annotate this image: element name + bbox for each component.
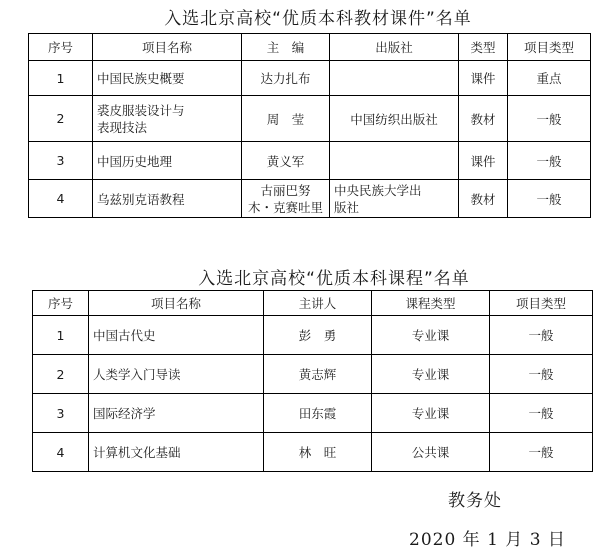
cell-project-type: 一般 bbox=[490, 316, 593, 355]
cell-publisher-line: 版社 bbox=[334, 199, 360, 215]
cell-project-name bbox=[93, 96, 242, 142]
textbook-courseware-table bbox=[28, 33, 591, 218]
table-row bbox=[29, 61, 591, 96]
cell-project-name-line: 表现技法 bbox=[97, 119, 148, 135]
header-course-type: 课程类型 bbox=[372, 291, 490, 316]
header-no: 序号 bbox=[33, 291, 89, 316]
cell-publisher-line: 中央民族大学出 bbox=[334, 182, 422, 198]
table-row bbox=[29, 96, 591, 142]
table-row bbox=[33, 433, 593, 472]
cell-publisher bbox=[330, 142, 459, 180]
header-project-type: 项目类型 bbox=[490, 291, 593, 316]
cell-project-type: 一般 bbox=[490, 394, 593, 433]
cell-project-type: 重点 bbox=[508, 61, 591, 96]
header-project-type: 项目类型 bbox=[508, 34, 591, 61]
cell-editor-line: 古丽巴努 bbox=[260, 182, 311, 198]
cell-project-type: 一般 bbox=[508, 96, 591, 142]
cell-type: 教材 bbox=[459, 180, 508, 218]
cell-no: 1 bbox=[29, 61, 93, 96]
cell-lecturer: 田东霞 bbox=[264, 394, 372, 433]
cell-editor: 达力扎布 bbox=[242, 61, 330, 96]
cell-project-type: 一般 bbox=[508, 142, 591, 180]
cell-project-name: 中国古代史 bbox=[89, 316, 264, 355]
header-type: 类型 bbox=[459, 34, 508, 61]
cell-publisher bbox=[330, 180, 459, 218]
table-row bbox=[33, 355, 593, 394]
table-row bbox=[33, 316, 593, 355]
cell-project-type: 一般 bbox=[490, 355, 593, 394]
cell-project-name: 乌兹别克语教程 bbox=[93, 180, 242, 218]
cell-type: 课件 bbox=[459, 61, 508, 96]
cell-project-name-line: 裘皮服装设计与 bbox=[97, 102, 185, 118]
cell-editor-line: 木・克赛吐里 bbox=[247, 199, 323, 215]
cell-no: 1 bbox=[33, 316, 89, 355]
cell-lecturer: 林 旺 bbox=[264, 433, 372, 472]
cell-editor: 周 莹 bbox=[242, 96, 330, 142]
cell-project-name: 计算机文化基础 bbox=[89, 433, 264, 472]
quality-course-table bbox=[32, 290, 593, 472]
cell-editor: 黄义军 bbox=[242, 142, 330, 180]
cell-project-name: 中国民族史概要 bbox=[93, 61, 242, 96]
cell-project-name: 中国历史地理 bbox=[93, 142, 242, 180]
cell-publisher bbox=[330, 61, 459, 96]
cell-project-name: 人类学入门导读 bbox=[89, 355, 264, 394]
cell-no: 2 bbox=[29, 96, 93, 142]
cell-course-type: 公共课 bbox=[372, 433, 490, 472]
cell-project-type: 一般 bbox=[490, 433, 593, 472]
header-no: 序号 bbox=[29, 34, 93, 61]
cell-no: 3 bbox=[29, 142, 93, 180]
table-row bbox=[29, 142, 591, 180]
cell-type: 教材 bbox=[459, 96, 508, 142]
cell-course-type: 专业课 bbox=[372, 316, 490, 355]
header-project-name: 项目名称 bbox=[93, 34, 242, 61]
signature-date: 2020 年 1 月 3 日 bbox=[409, 530, 566, 550]
title-textbook-list: 入选北京高校“优质本科教材课件”名单 bbox=[164, 9, 472, 29]
cell-lecturer: 黄志辉 bbox=[264, 355, 372, 394]
header-project-name: 项目名称 bbox=[89, 291, 264, 316]
cell-project-name: 国际经济学 bbox=[89, 394, 264, 433]
cell-publisher: 中国纺织出版社 bbox=[330, 96, 459, 142]
title-course-list: 入选北京高校“优质本科课程”名单 bbox=[198, 269, 470, 289]
cell-no: 2 bbox=[33, 355, 89, 394]
cell-course-type: 专业课 bbox=[372, 394, 490, 433]
cell-course-type: 专业课 bbox=[372, 355, 490, 394]
table-row bbox=[29, 180, 591, 218]
cell-editor bbox=[242, 180, 330, 218]
header-publisher: 出版社 bbox=[330, 34, 459, 61]
cell-type: 课件 bbox=[459, 142, 508, 180]
cell-lecturer: 彭 勇 bbox=[264, 316, 372, 355]
cell-no: 4 bbox=[33, 433, 89, 472]
cell-project-type: 一般 bbox=[508, 180, 591, 218]
signature-office: 教务处 bbox=[448, 491, 502, 511]
cell-no: 3 bbox=[33, 394, 89, 433]
table-header-row bbox=[33, 291, 593, 316]
table-header-row bbox=[29, 34, 591, 61]
table-row bbox=[33, 394, 593, 433]
cell-no: 4 bbox=[29, 180, 93, 218]
header-editor: 主 编 bbox=[242, 34, 330, 61]
header-lecturer: 主讲人 bbox=[264, 291, 372, 316]
